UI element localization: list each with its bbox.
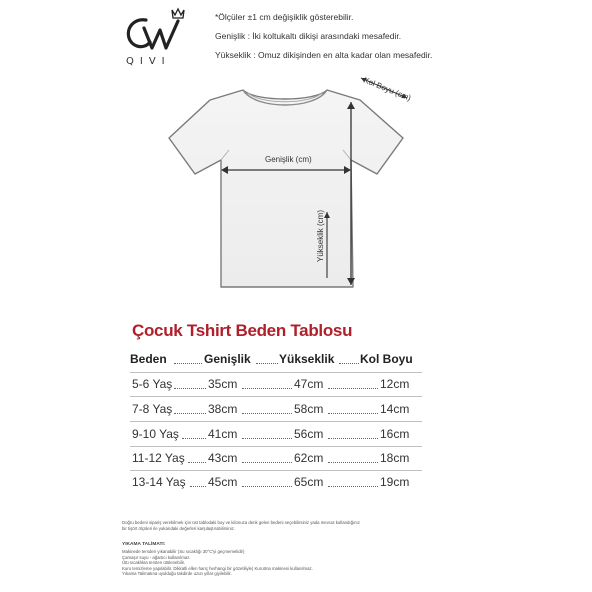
cell-sleeve: 18cm [380,451,410,465]
header-size: Beden [130,352,167,366]
table-divider [130,421,422,422]
cell-size: 7-8 Yaş [132,402,173,416]
care-instructions [122,549,462,577]
cell-height: 58cm [294,402,324,416]
table-row [130,475,430,493]
cell-width: 35cm [208,377,238,391]
cell-width: 45cm [208,475,238,489]
table-divider [130,396,422,397]
brand-logo [120,6,200,76]
care-line: Ütü sıcaklıkta tersten ütülenebilir. [122,560,186,566]
cell-size: 5-6 Yaş [132,377,173,391]
header-width: Genişlik [204,352,251,366]
footer-note [122,520,492,531]
care-line: Kuru temizleme yapılabilir. Dikkatli ellen hariç herhangi bir gözetiliyle) Kurutma makinesi kullanılmaz. [122,565,313,571]
cell-size: 11-12 Yaş [132,451,185,465]
cell-size: 9-10 Yaş [132,427,179,441]
table-divider [130,372,422,373]
width-label: Genişlik (cm) [265,155,312,164]
cell-height: 65cm [294,475,324,489]
note-width: Genişlik : İki koltukaltı dikişi arasındaki mesafedir. [215,31,402,41]
table-divider [130,446,422,447]
footer-line: Doğru bedeni sipariş verebilmek için üst tablodaki boy ve kilonuza denk gelen bedeni seçebilirsiniz yada mevcut kullandığınız [122,520,360,525]
care-title: YIKAMA TALİMATI: [122,542,166,547]
note-height: Yükseklik : Omuz dikişinden en alta kadar olan mesafedir. [215,50,433,60]
table-row [130,402,430,420]
height-label: Yükseklik (cm) [316,209,325,262]
care-line: Yıkama Talimatına uyulduğu takdirde uzun yıllar giyilebilir. [122,571,232,577]
table-divider [130,470,422,471]
table-row [130,427,430,445]
cell-size: 13-14 Yaş [132,475,186,489]
care-line: Makinede tersden yıkanabilir (Su sıcaklığı 30°C'yi geçmemelidir) [122,549,245,554]
care-line: Çamaşır suyu - ağartıcı kullanılmaz. [122,554,191,560]
cell-height: 62cm [294,451,324,465]
header-height: Yükseklik [279,352,335,366]
table-row [130,377,430,395]
tshirt-diagram [155,72,425,297]
size-table-title: Çocuk Tshirt Beden Tablosu [132,321,353,340]
crown-w-logo-icon [120,6,190,54]
cell-sleeve: 14cm [380,402,410,416]
brand-name: QIVI [126,56,171,67]
size-table-header [130,352,430,370]
cell-width: 38cm [208,402,238,416]
table-row [130,451,430,469]
note-tolerance: *Ölçüler ±1 cm değişiklik gösterebilir. [215,12,354,22]
cell-height: 47cm [294,377,324,391]
cell-sleeve: 16cm [380,427,410,441]
tshirt-outline [169,90,403,287]
header-sleeve: Kol Boyu [360,352,413,366]
sleeve-label: Kol Boyu (cm) [362,75,413,103]
cell-height: 56cm [294,427,324,441]
footer-line: bir tişört ölçüleri ile yukarıdaki değerleri karşılaştırabilirsiniz. [122,525,235,531]
cell-width: 43cm [208,451,238,465]
cell-width: 41cm [208,427,238,441]
cell-sleeve: 19cm [380,475,410,489]
cell-sleeve: 12cm [380,377,410,391]
